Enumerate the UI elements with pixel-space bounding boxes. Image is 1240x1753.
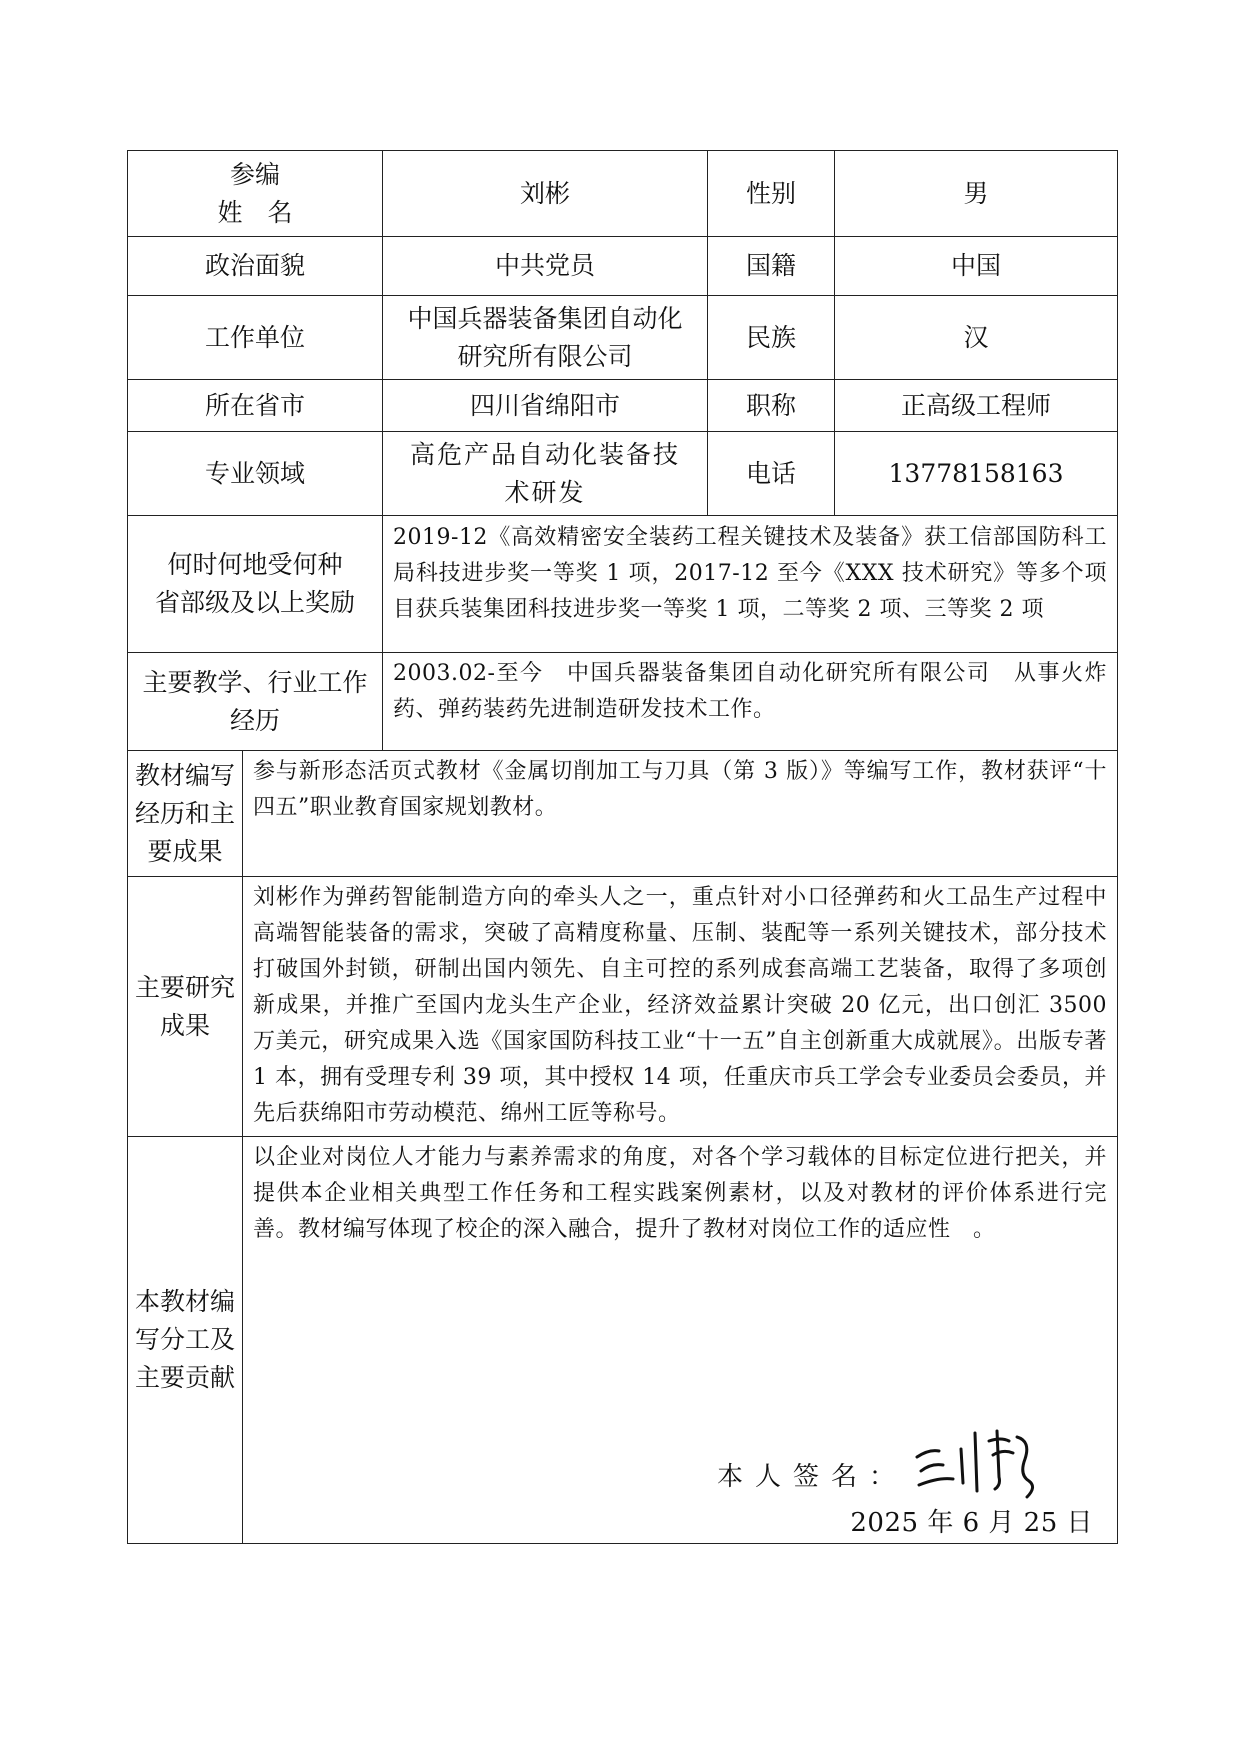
political-label: 政治面貌 [128,237,383,296]
research-label-line1: 主要研究 [134,972,235,1002]
employer-value: 中国兵器装备集团自动化研究所有限公司 [383,296,708,380]
name-label-cell [128,151,383,237]
title-value: 正高级工程师 [835,380,1118,432]
row-name [128,151,1118,237]
gender-value: 男 [835,151,1118,237]
name-label-line1: 参编 [230,159,281,189]
ethnicity-label: 民族 [708,296,835,380]
personnel-form-table [127,150,1118,1544]
row-textbook [128,751,1118,877]
row-employer [128,296,1118,380]
employer-label: 工作单位 [128,296,383,380]
textbook-label: 教材编写经历和主要成果 [128,751,243,877]
contribution-label: 本教材编写分工及主要贡献 [128,1137,243,1544]
row-experience [128,653,1118,751]
row-awards [128,516,1118,653]
phone-value: 13778158163 [835,432,1118,516]
experience-label: 主要教学、行业工作经历 [128,653,383,751]
awards-label-line1: 何时何地受何种 [167,550,343,579]
title-label: 职称 [708,380,835,432]
signature-label: 本人签名： [717,1462,908,1492]
experience-text: 2003.02-至今 中国兵器装备集团自动化研究所有限公司 从事火炸药、弹药装药先进制造研发技术工作。 [383,653,1118,751]
research-text: 刘彬作为弹药智能制造方向的牵头人之一，重点针对小口径弹药和火工品生产过程中高端智能装备的需求，突破了高精度称量、压制、装配等一系列关键技术，部分技术打破国外封锁，研制出国内领先、自主可控的系列成套高端工艺装备，取得了多项创新成果，并推广至国内龙头生产企业，经济效益累计突破 20 亿元，出口创汇 3500 万美元，研究成果入选《国家国防科技工业“十一五”自主创新重大成就展》。出版专著 1 本，拥有受理专利 39 项，其中授权 14 项，任重庆市兵工学会专业委员会委员，并先后获绵阳市劳动模范、绵州工匠等称号。 [243,877,1118,1137]
research-label-cell [128,877,243,1137]
field-value: 高危产品自动化装备技术研发 [383,432,708,516]
province-label: 所在省市 [128,380,383,432]
phone-label: 电话 [708,432,835,516]
row-field [128,432,1118,516]
signature-date: 2025 年 6 月 25 日 [850,1508,1094,1538]
contribution-cell [243,1137,1118,1544]
contribution-text: 以企业对岗位人才能力与素养需求的角度，对各个学习载体的目标定位进行把关，并提供本企业相关典型工作任务和工程实践案例素材，以及对教材的评价体系进行完善。教材编写体现了校企的深入融合，提升了教材对岗位工作的适应性 。 [253,1145,1108,1242]
row-contribution [128,1137,1118,1544]
name-value: 刘彬 [383,151,708,237]
textbook-text: 参与新形态活页式教材《金属切削加工与刀具（第 3 版）》等编写工作，教材获评“十四五”职业教育国家规划教材。 [243,751,1118,877]
name-label-line2: 姓 名 [217,197,293,227]
gender-label: 性别 [708,151,835,237]
row-province [128,380,1118,432]
awards-label-cell [128,516,383,653]
nationality-label: 国籍 [708,237,835,296]
handwritten-signature [909,1419,1039,1499]
ethnicity-value: 汉 [835,296,1118,380]
field-label: 专业领域 [128,432,383,516]
province-value: 四川省绵阳市 [383,380,708,432]
research-label-line2: 成果 [159,1010,210,1040]
nationality-value: 中国 [835,237,1118,296]
political-value: 中共党员 [383,237,708,296]
contribution-content [253,1140,1107,1543]
row-political [128,237,1118,296]
row-research [128,877,1118,1137]
awards-label-line2: 省部级及以上奖励 [155,588,356,617]
awards-text: 2019-12《高效精密安全装药工程关键技术及装备》获工信部国防科工局科技进步奖一等奖 1 项，2017-12 至今《XXX 技术研究》等多个项目获兵装集团科技进步奖一等奖 1 项，二等奖 2 项、三等奖 2 项 [383,516,1118,653]
